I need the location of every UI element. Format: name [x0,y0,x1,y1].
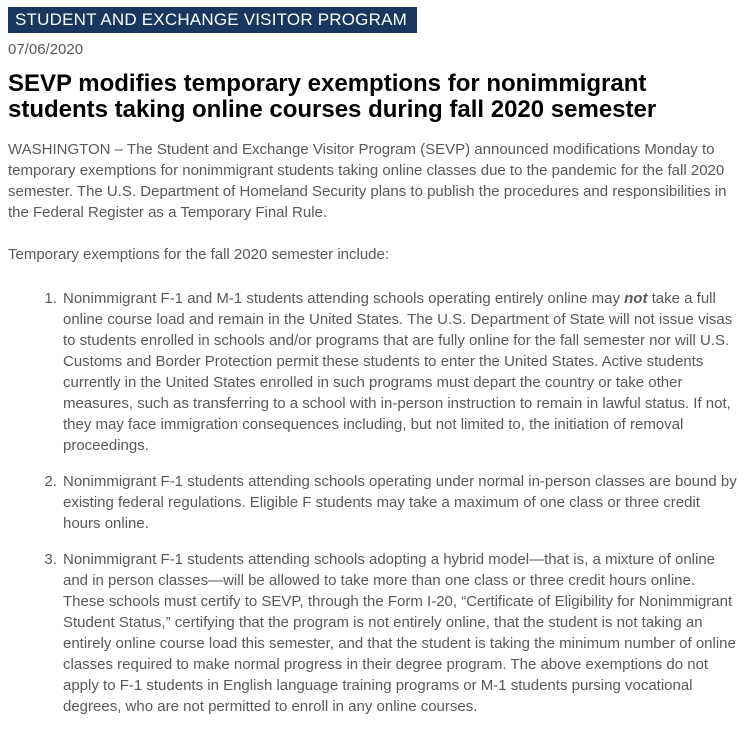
exemptions-list [8,288,738,717]
exemption-item-2-text: Nonimmigrant F-1 students attending schools operating under normal in-person classes are bound by existing federal regulations. Eligible F students may take a maximum of one class or three credit hours online. [63,473,737,532]
exemption-item-3 [61,549,738,717]
exemption-item-1-emphasis-not: not [624,290,648,307]
exemption-item-3-text: Nonimmigrant F-1 students attending schools adopting a hybrid model—that is, a mixture of online and in person classes—will be allowed to take more than one class or three credit hours online. These schools must certify to SEVP, through the Form I-20, “Certificate of Eligibility for Nonimmigrant Student Status,” certifying that the program is not entirely online, that the student is not taking an entirely online course load this semester, and that the student is taking the minimum number of online classes required to make normal progress in their degree program. The above exemptions do not apply to F-1 students in English language training programs or M-1 students pursing vocational degrees, who are not permitted to enroll in any online courses. [63,551,736,715]
release-date: 07/06/2020 [8,41,84,58]
program-category-banner[interactable]: STUDENT AND EXCHANGE VISITOR PROGRAM [8,7,417,33]
exemption-item-2 [61,471,738,534]
intro-paragraph: WASHINGTON – The Student and Exchange Visitor Program (SEVP) announced modifications Monday to temporary exemptions for nonimmigrant students taking online classes due to the pandemic for the fall 2020 semester. The U.S. Department of Homeland Security plans to publish the procedures and responsibilities in the Federal Register as a Temporary Final Rule. [8,141,727,221]
page-title: SEVP modifies temporary exemptions for nonimmigrant students taking online courses during fall 2020 semester [8,70,657,123]
exemption-item-1-text-start: Nonimmigrant F-1 and M-1 students attending schools operating entirely online may [63,290,625,307]
list-intro-paragraph: Temporary exemptions for the fall 2020 semester include: [8,246,390,263]
exemption-item-1-text-end: take a full online course load and remain in the United States. The U.S. Department of State will not issue visas to students enrolled in schools and/or programs that are fully online for the fall semester nor will U.S. Customs and Border Protection permit these students to enter the United States. Active students currently in the United States enrolled in such programs must depart the country or take other measures, such as transferring to a school with in-person instruction to remain in lawful status. If not, they may face immigration consequences including, but not limited to, the initiation of removal proceedings. [63,290,733,454]
exemption-item-1 [61,288,738,456]
